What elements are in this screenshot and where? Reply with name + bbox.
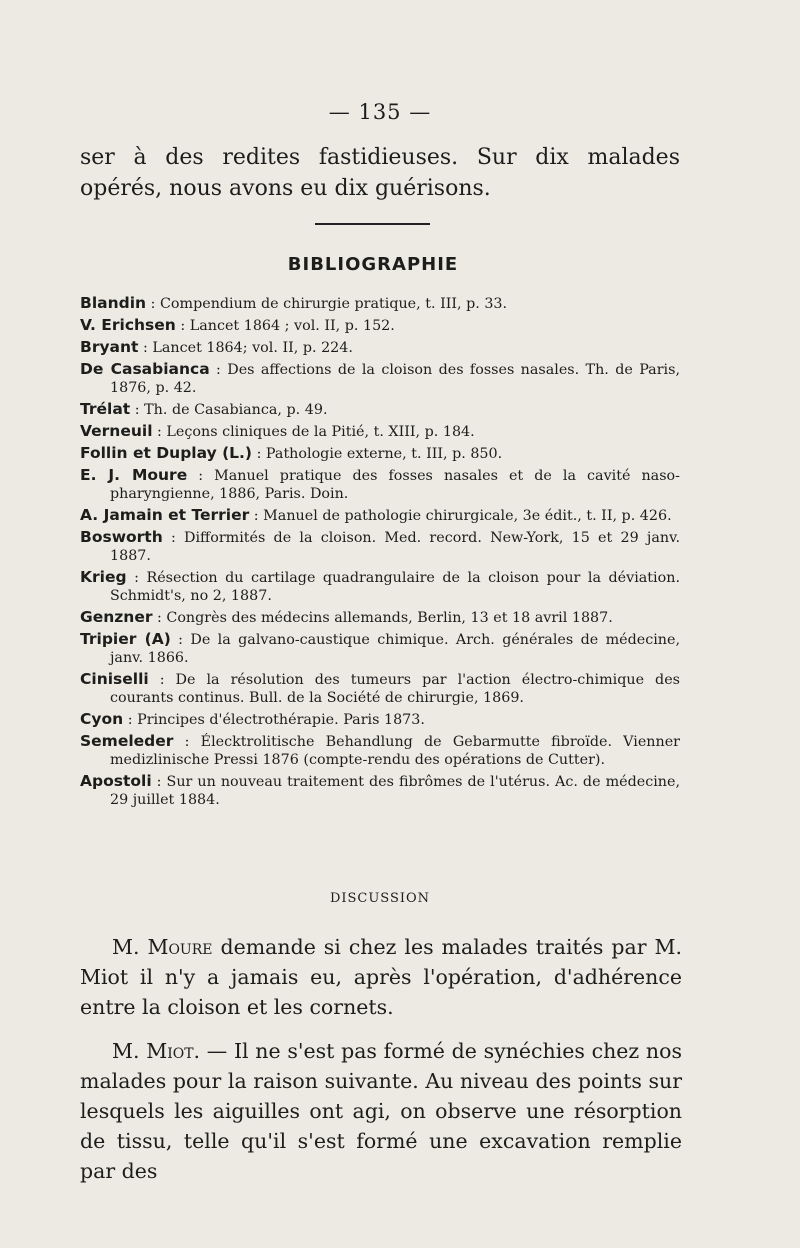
discussion-paragraph [80, 932, 682, 1022]
entry-author: Cyon [80, 710, 124, 728]
entry-text: : Congrès des médecins allemands, Berlin, 13 et 18 avril 1887. [152, 610, 613, 626]
entry-author: V. Erichsen [80, 316, 176, 334]
entry-text: : Th. de Casabianca, p. 49. [130, 402, 328, 418]
paragraph-text: demande si chez les malades traités par M. Miot il n'y a jamais eu, après l'opération, d'adhérence entre la cloison et les cornets. [80, 935, 682, 1019]
entry-author: E. J. Moure [80, 466, 188, 484]
bibliography-entry [80, 568, 680, 605]
entry-author: Krieg [80, 568, 127, 586]
bibliography-entry [80, 422, 680, 441]
entry-author: De Casabianca [80, 360, 210, 378]
entry-text: : Principes d'électrothérapie. Paris 1873. [123, 712, 425, 728]
intro-paragraph: ser à des redites fastidieuses. Sur dix malades opérés, nous avons eu dix guérisons. [80, 145, 680, 201]
entry-text: : Élecktrolitische Behandlung de Gebarmutte fibroïde. Vienner medizlinische Pressi 1876 (compte-rendu des opérations de Cutter). [110, 734, 680, 768]
paragraph-text: — Il ne s'est pas formé de synéchies chez nos malades pour la raison suivante. Au niveau des points sur lesquels les aiguilles ont agi, on observe une résorption de tissu, telle qu'il s'est formé une excavation remplie par des [80, 1039, 682, 1183]
entry-author: Bosworth [80, 528, 163, 546]
entry-author: Semeleder [80, 732, 174, 750]
entry-author: Genzner [80, 608, 153, 626]
discussion-paragraph [80, 1036, 682, 1186]
bibliography-entry [80, 528, 680, 565]
bibliography-entry [80, 400, 680, 419]
section-divider [315, 223, 430, 225]
bibliography-entry [80, 670, 680, 707]
entry-author: Trélat [80, 400, 131, 418]
bibliography-entry [80, 316, 680, 335]
entry-text: : Manuel de pathologie chirurgicale, 3e édit., t. II, p. 426. [249, 508, 672, 524]
entry-text: : Leçons cliniques de la Pitié, t. XIII, p. 184. [152, 424, 475, 440]
entry-text: : Sur un nouveau traitement des fibrômes de l'utérus. Ac. de médecine, 29 juillet 1884. [110, 774, 680, 808]
bibliography-entry [80, 608, 680, 627]
entry-author: A. Jamain et Terrier [80, 506, 250, 524]
bibliography-entry [80, 732, 680, 769]
bibliography-entry [80, 466, 680, 503]
entry-author: Follin et Duplay (L.) [80, 444, 253, 462]
speaker-name: M. Miot. [112, 1039, 201, 1063]
entry-author: Tripier (A) [80, 630, 171, 648]
entry-text: : Pathologie externe, t. III, p. 850. [252, 446, 503, 462]
page-number: — 135 — [328, 100, 432, 124]
entry-text: : De la galvano-caustique chimique. Arch. générales de médecine, janv. 1866. [110, 632, 680, 666]
entry-author: Bryant [80, 338, 139, 356]
bibliography-heading: BIBLIOGRAPHIE [287, 254, 459, 275]
bibliography-entry [80, 710, 680, 729]
entry-text: : Lancet 1864 ; vol. II, p. 152. [175, 318, 395, 334]
bibliography-list [80, 294, 680, 812]
entry-author: Ciniselli [80, 670, 149, 688]
bibliography-entry [80, 444, 680, 463]
entry-text: : Compendium de chirurgie pratique, t. III, p. 33. [146, 296, 508, 312]
bibliography-entry [80, 338, 680, 357]
entry-text: : De la résolution des tumeurs par l'action électro-chimique des courants continus. Bull. de la Société de chirurgie, 1869. [110, 672, 680, 706]
entry-text: : Manuel pratique des fosses nasales et de la cavité naso-pharyngienne, 1886, Paris. Doin. [110, 468, 680, 502]
bibliography-entry [80, 630, 680, 667]
discussion-heading: DISCUSSION [329, 891, 431, 906]
entry-text: : Des affections de la cloison des fosses nasales. Th. de Paris, 1876, p. 42. [110, 362, 680, 396]
bibliography-entry [80, 506, 680, 525]
entry-author: Verneuil [80, 422, 153, 440]
entry-author: Blandin [80, 294, 147, 312]
bibliography-entry [80, 294, 680, 313]
entry-text: : Lancet 1864; vol. II, p. 224. [138, 340, 353, 356]
entry-author: Apostoli [80, 772, 152, 790]
bibliography-entry [80, 772, 680, 809]
entry-text: : Résection du cartilage quadrangulaire de la cloison pour la déviation. Schmidt's, no 2, 1887. [110, 570, 680, 604]
speaker-name: M. Moure [112, 935, 213, 959]
bibliography-entry [80, 360, 680, 397]
entry-text: : Difformités de la cloison. Med. record. New-York, 15 et 29 janv. 1887. [110, 530, 680, 564]
